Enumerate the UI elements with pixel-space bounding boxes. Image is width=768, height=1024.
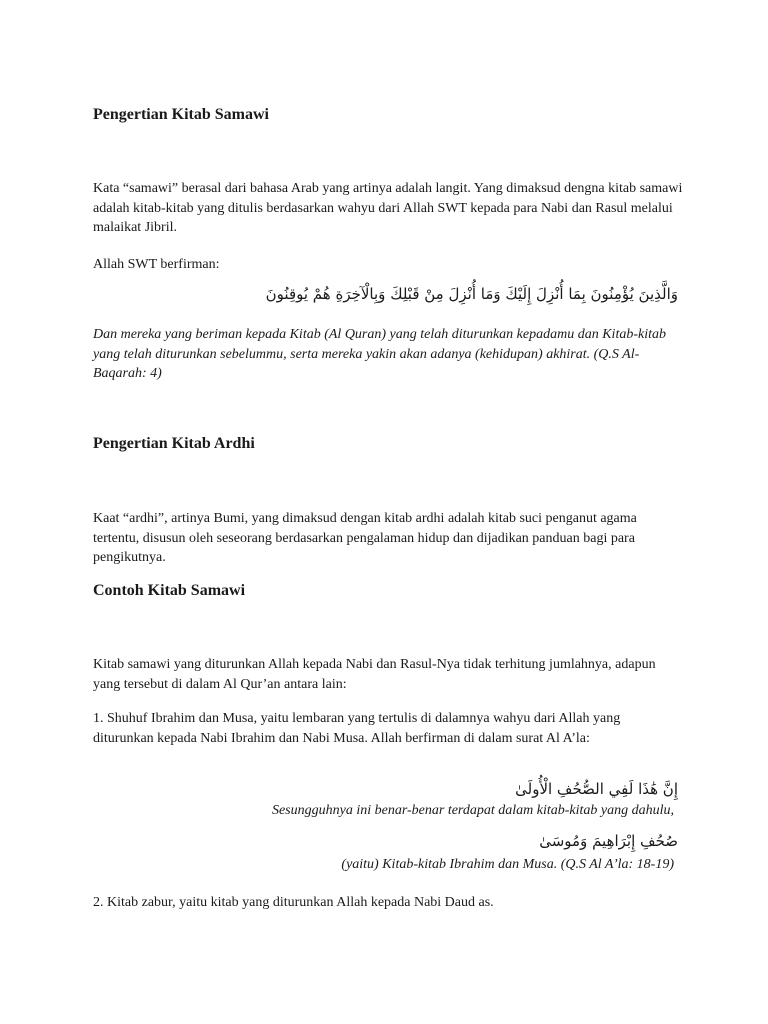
arabic-verse-baqarah: وَالَّذِينَ يُؤْمِنُونَ بِمَا أُنْزِلَ إِلَيْكَ وَمَا أُنْزِلَ مِنْ قَبْلِكَ وَبِالْآخِرَةِ هُمْ يُوقِنُونَ <box>265 285 678 303</box>
paragraph-samawi-definition: Kata “samawi” berasal dari bahasa Arab yang artinya adalah langit. Yang dimaksud dengna kitab samawi adalah kitab-kitab yang ditulis berdasarkan wahyu dari Allah SWT kepada para Nabi dan Rasul melalui malaikat Jibril. <box>93 181 683 235</box>
list-item-shuhuf: 1. Shuhuf Ibrahim dan Musa, yaitu lembaran yang tertulis di dalamnya wahyu dari Allah yang diturunkan kepada Nabi Ibrahim dan Nabi Musa. Allah berfirman di dalam surat Al A’la: <box>93 711 621 746</box>
translation-ala-18: Sesungguhnya ini benar-benar terdapat dalam kitab-kitab yang dahulu, <box>271 803 674 818</box>
translation-ala-19: (yaitu) Kitab-kitab Ibrahim dan Musa. (Q.S Al A’la: 18-19) <box>341 857 674 872</box>
translation-baqarah: Dan mereka yang beriman kepada Kitab (Al Quran) yang telah diturunkan kepadamu dan Kitab-kitab yang telah diturunkan sebelummu, serta mereka yakin akan adanya (kehidupan) akhirat. (Q.S Al-Baqarah: 4) <box>93 327 666 381</box>
heading-kitab-ardhi: Pengertian Kitab Ardhi <box>93 435 255 452</box>
list-item-zabur: 2. Kitab zabur, yaitu kitab yang diturunkan Allah kepada Nabi Daud as. <box>93 895 494 910</box>
paragraph-contoh-intro: Kitab samawi yang diturunkan Allah kepada Nabi dan Rasul-Nya tidak terhitung jumlahnya, adapun yang tersebut di dalam Al Qur’an antara lain: <box>93 657 656 692</box>
paragraph-allah-berfirman: Allah SWT berfirman: <box>93 257 220 272</box>
paragraph-ardhi-definition: Kaat “ardhi”, artinya Bumi, yang dimaksud dengan kitab ardhi adalah kitab suci penganut agama tertentu, disusun oleh seseorang berdasarkan pengalaman hidup dan dijadikan panduan bagi para pengikutnya. <box>93 511 637 565</box>
heading-kitab-samawi: Pengertian Kitab Samawi <box>93 106 269 123</box>
arabic-verse-ala-19: صُحُفِ إِبْرَاهِيمَ وَمُوسَىٰ <box>539 832 678 850</box>
heading-contoh-kitab-samawi: Contoh Kitab Samawi <box>93 582 246 599</box>
arabic-verse-ala-18: إِنَّ هَٰذَا لَفِي الصُّحُفِ الْأُولَىٰ <box>515 780 678 798</box>
